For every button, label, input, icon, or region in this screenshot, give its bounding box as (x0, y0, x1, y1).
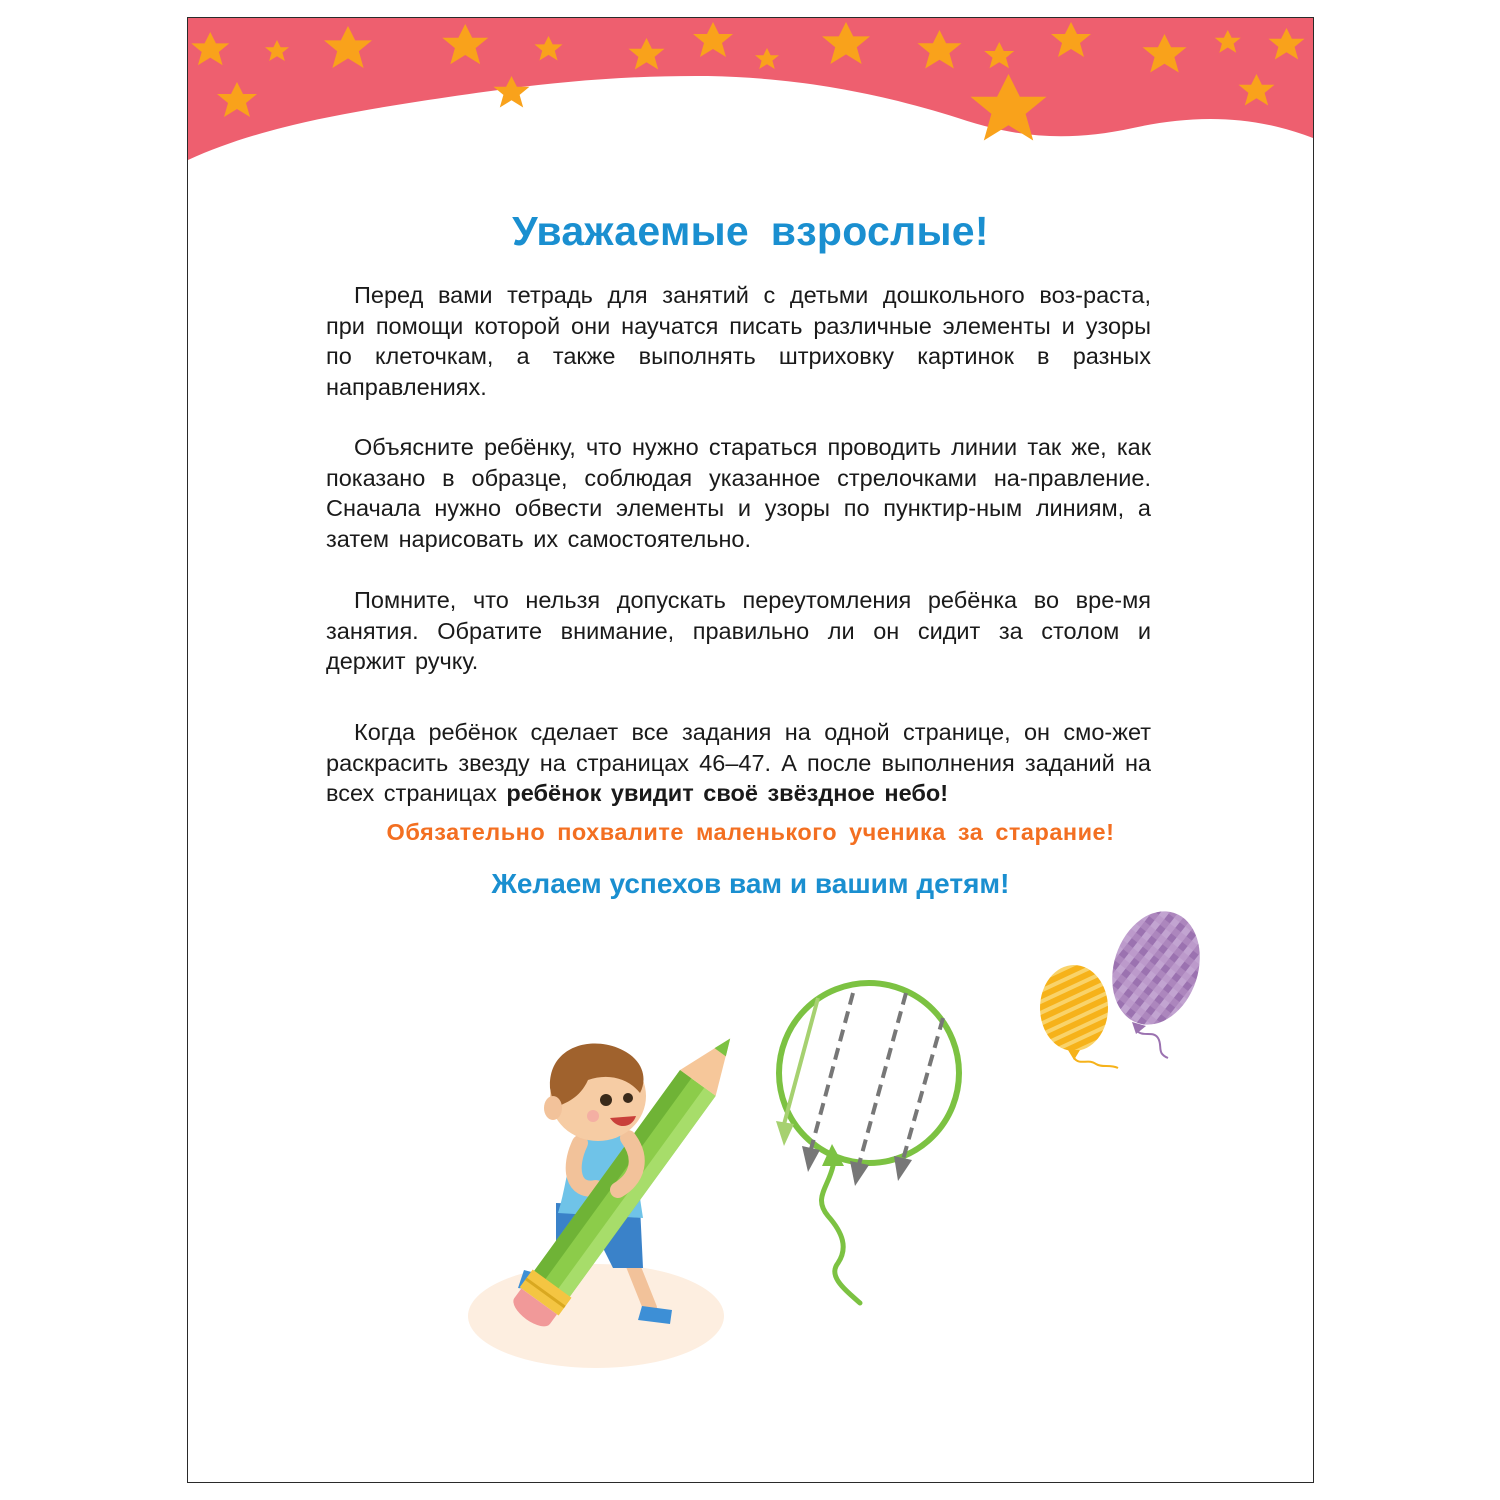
praise-note: Обязательно похвалите маленького ученика за старание! (386, 819, 1115, 845)
balloon-icon (1098, 900, 1214, 1058)
balloon-icon (776, 983, 959, 1303)
wish-note: Желаем успехов вам и вашим детям! (491, 868, 1010, 899)
workbook-page (187, 17, 1314, 1483)
ground-shadow (468, 1264, 724, 1368)
page-title: Уважаемые взрослые! (512, 208, 989, 254)
paragraph-4: Когда ребёнок сделает все задания на одной странице, он смо-жет раскрасить звезду на страницах 46–47. А после выполнения заданий на всех страницах ребёнок увидит своё звёздное небо! (326, 719, 1151, 806)
paragraph-1: Перед вами тетрадь для занятий с детьми дошкольного воз-раста, при помощи которой они научатся писать различные элементы и узоры по клеточкам, а также выполнять штриховку картинок в разных направлениях. (326, 282, 1151, 400)
boy-illustration (507, 1024, 750, 1333)
balloon-icon (1040, 965, 1118, 1068)
paragraph-2: Объясните ребёнку, что нужно стараться проводить линии так же, как показано в образце, соблюдая указанное стрелочками на-правление. Сначала нужно обвести элементы и узоры по пунктир-ным линиям, а затем нарисовать их самостоятельно. (326, 434, 1151, 552)
star-banner (188, 18, 1313, 168)
paragraph-3: Помните, что нельзя допускать переутомления ребёнка во вре-мя занятия. Обратите внимание, правильно ли он сидит за столом и держит ручку. (326, 587, 1151, 674)
starry-sky-highlight: ребёнок увидит своё звёздное небо! (506, 780, 949, 806)
